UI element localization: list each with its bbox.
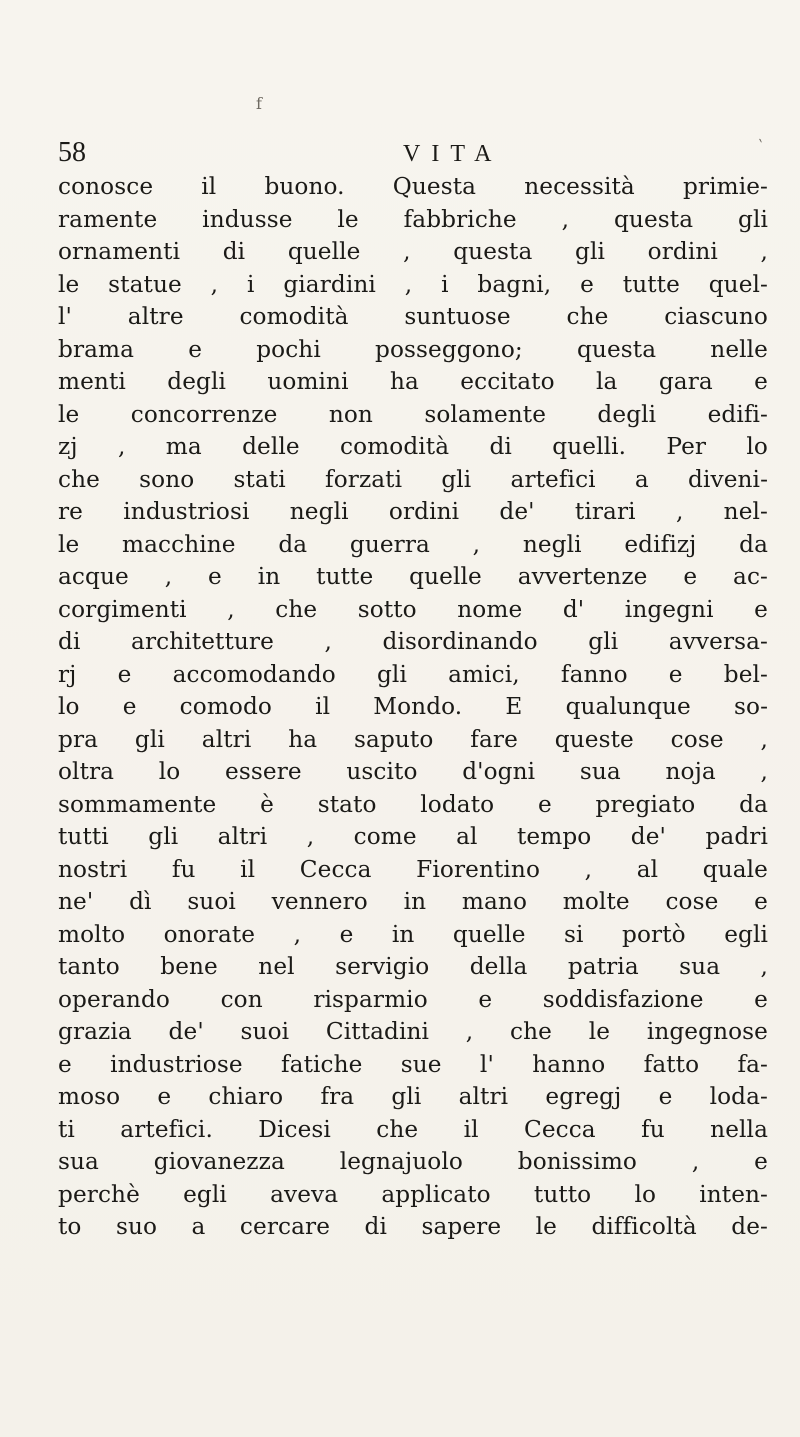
text-line: corgimenti , che sotto nome d' ingegni e [58, 595, 768, 623]
text-line: l' altre comodità suntuose che ciascuno [58, 303, 768, 330]
text-line: oltra lo essere uscito d'ogni sua noja , [58, 758, 768, 785]
text-line: ne' dì suoi vennero in mano molte cose e [58, 888, 768, 915]
text-line: brama e pochi posseggono; questa nelle [58, 335, 768, 363]
text-line: operando con risparmio e soddisfazione e [58, 985, 768, 1013]
text-line: le statue , i giardini , i bagni, e tutte quel- [58, 270, 768, 298]
text-line: ramente indusse le fabbriche , questa gli [58, 205, 768, 233]
text-line: perchè egli aveva applicato tutto lo inten- [58, 1180, 768, 1208]
text-line: pra gli altri ha saputo fare queste cose , [58, 725, 768, 753]
text-line: ti artefici. Dicesi che il Cecca fu nella [58, 1115, 768, 1143]
text-line: nostri fu il Cecca Fiorentino , al quale [58, 855, 768, 883]
text-line: rj e accomodando gli amici, fanno e bel- [58, 660, 768, 688]
text-line: grazia de' suoi Cittadini , che le ingegnose [58, 1018, 768, 1045]
running-head: VITA [403, 141, 503, 167]
text-line: tutti gli altri , come al tempo de' padri [58, 823, 768, 850]
text-line: sua giovanezza legnajuolo bonissimo , e [58, 1148, 768, 1175]
text-line: molto onorate , e in quelle si portò egli [58, 920, 768, 948]
text-line: to suo a cercare di sapere le difficoltà de- [58, 1213, 768, 1240]
text-line: re industriosi negli ordini de' tirari , nel- [58, 498, 768, 525]
text-line: acque , e in tutte quelle avvertenze e ac- [58, 563, 768, 590]
text-line: e industriose fatiche sue l' hanno fatto fa- [58, 1050, 768, 1078]
text-line: le concorrenze non solamente degli edifi- [58, 400, 768, 428]
text-line: le macchine da guerra , negli edifizj da [58, 530, 768, 558]
page-header [58, 133, 768, 173]
text-line: di architetture , disordinando gli avversa- [58, 628, 768, 655]
text-line: tanto bene nel servigio della patria sua , [58, 953, 768, 980]
text-line: ornamenti di quelle , questa gli ordini , [58, 238, 768, 265]
corner-ink-mark: ` [754, 136, 766, 157]
text-line: menti degli uomini ha eccitato la gara e [58, 368, 768, 395]
text-line: zj , ma delle comodità di quelli. Per lo [58, 433, 768, 460]
page-number: 58 [58, 137, 86, 168]
text-line: conosce il buono. Questa necessità primie- [58, 173, 768, 200]
main-text-block [58, 171, 768, 1244]
text-line: moso e chiaro fra gli altri egregj e loda- [58, 1083, 768, 1110]
text-line: lo e comodo il Mondo. E qualunque so- [58, 693, 768, 720]
text-line: sommamente è stato lodato e pregiato da [58, 790, 768, 818]
text-line: che sono stati forzati gli artefici a diveni- [58, 465, 768, 493]
stray-ink-mark: f [256, 94, 262, 113]
